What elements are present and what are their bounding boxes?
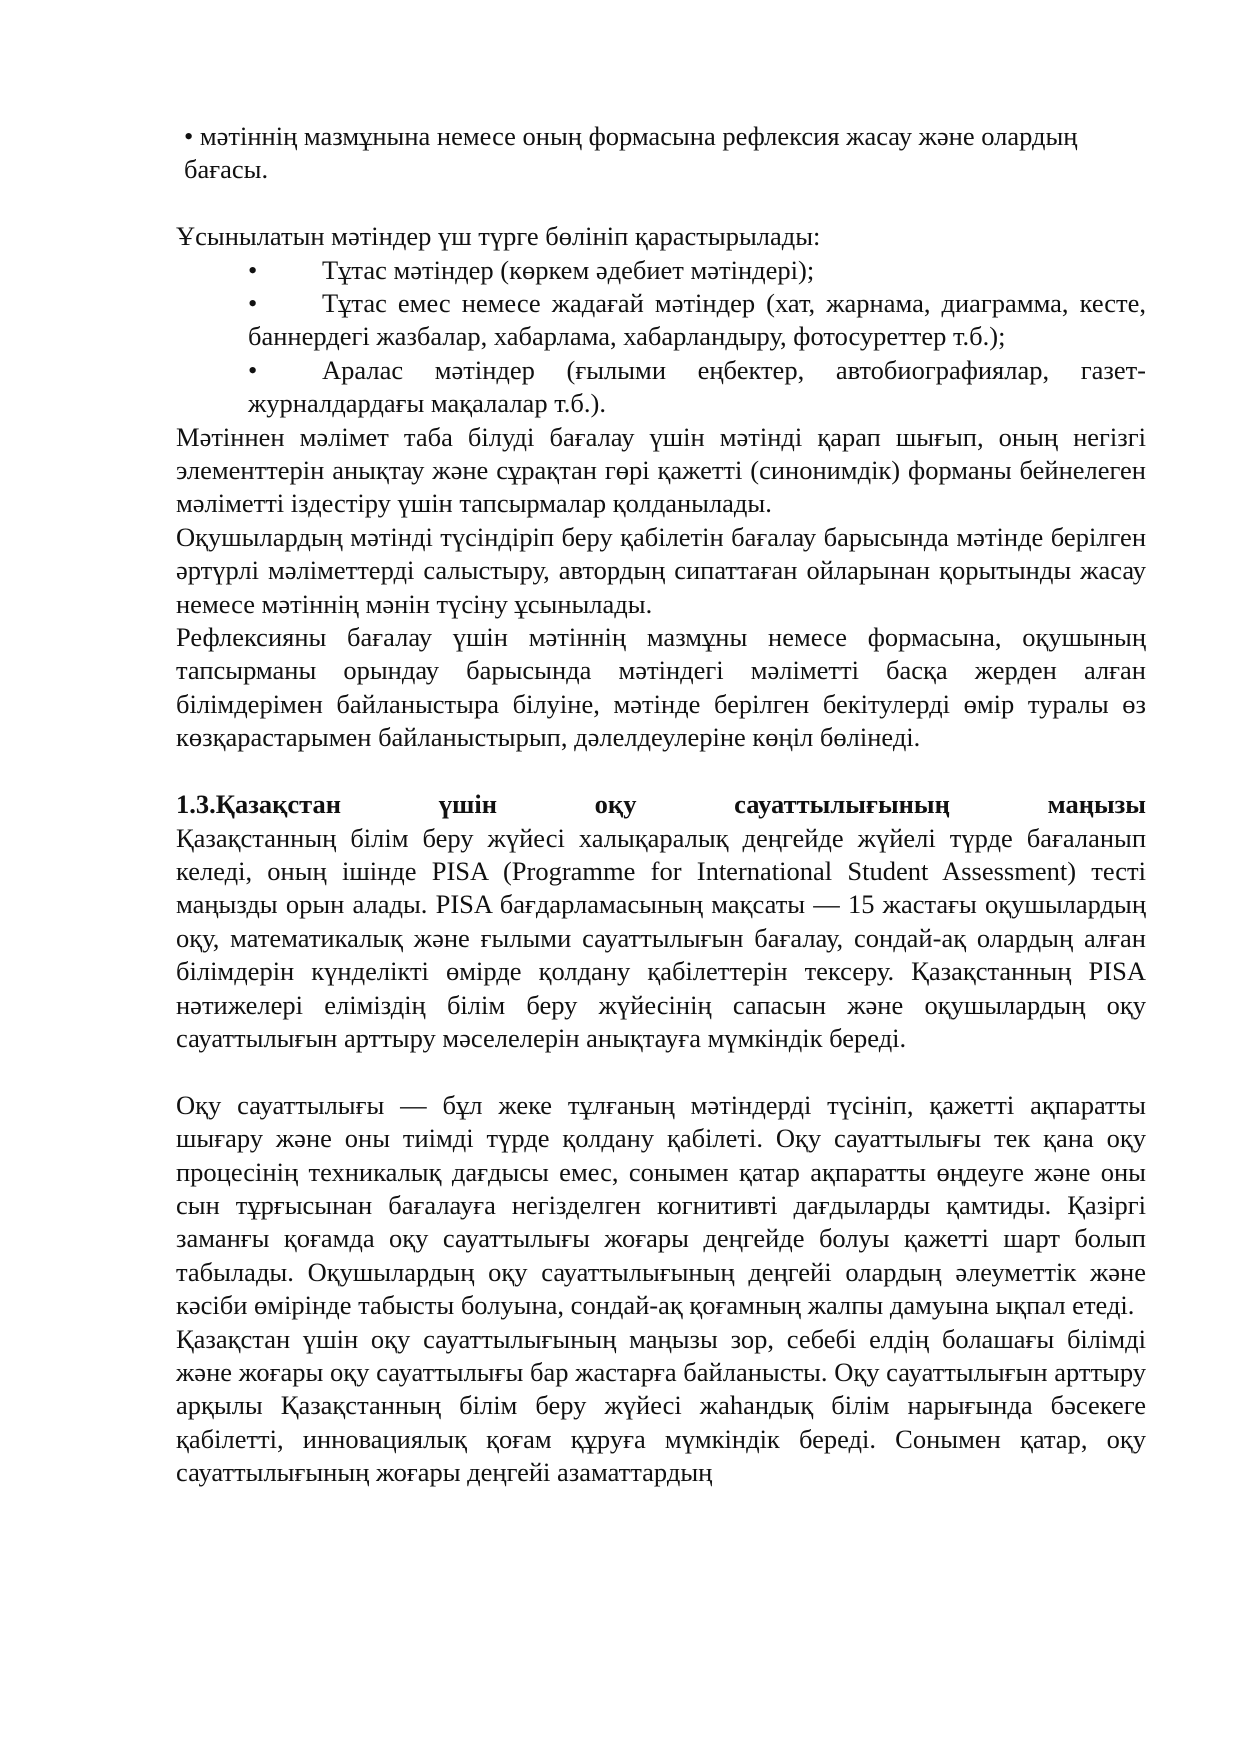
list-item-text: Тұтас емес немесе жадағай мәтіндер (хат, жарнама, диаграмма, кесте, баннердегі жазбалар, хабарлама, хабарландыру, фотосуреттер т.б.); xyxy=(248,288,1146,352)
body-paragraph: Қазақстанның білім беру жүйесі халықаралық деңгейде жүйелі түрде бағаланып келеді, оның ішінде PISA (Programme for International Student Assessment) тесті маңызды орын алады. PISA бағдарламасының мақсаты — 15 жастағы оқушылардың оқу, математикалық және ғылыми сауаттылығын бағалау, сондай-ақ олардың алған білімдерін күнделікті өмірде қолдану қабілеттерін тексеру. Қазақстанның PISA нәтижелері еліміздің білім беру жүйесінің сапасын және оқушылардың оқу сауаттылығын арттыру мәселелерін анықтауға мүмкіндік береді. xyxy=(176,822,1146,1053)
page-content xyxy=(176,120,1146,1490)
text-types-intro: Ұсынылатын мәтіндер үш түрге бөлініп қарастырылады: xyxy=(176,221,821,252)
body-paragraph: Оқу сауаттылығы — бұл жеке тұлғаның мәтіндерді түсініп, қажетті ақпаратты шығару және оны тиімді түрде қолдану қабілеті. Оқу сауаттылығы тек қана оқу процесінің техникалық дағдысы емес, сонымен қатар ақпаратты өңдеуге және оны сын тұрғысынан бағалауға негізделген когнитивті дағдыларды қамтиды. Қазіргі заманғы қоғамда оқу сауаттылығы жоғары деңгейде болуы қажетті шарт болып табылады. Оқушылардың оқу сауаттылығының деңгейі олардың әлеуметтік және кәсіби өмірінде табысты болуына, сондай-ақ қоғамның жалпы дамуына ықпал етеді. xyxy=(176,1089,1146,1321)
body-paragraph: Мәтіннен мәлімет таба білуді бағалау үшін мәтінді қарап шығып, оның негізгі элементтерін анықтау және сұрақтан гөрі қажетті (синонимдік) форманы бейнелеген мәліметті іздестіру үшін тапсырмалар қолданылады. xyxy=(176,421,1146,519)
bullet-marker: • xyxy=(248,254,258,285)
list-item-text: Аралас мәтіндер (ғылыми еңбектер, автобиографиялар, газет-журналдардағы мақалалар т.б.). xyxy=(248,354,1146,419)
text-types-list xyxy=(176,254,1146,421)
body-paragraph: Оқушылардың мәтінді түсіндіріп беру қабілетін бағалау барысында мәтінде берілген әртүрлі мәліметтерді салыстыру, автордың сипаттаған ойларынан қорытынды жасау немесе мәтіннің мәнін түсіну ұсынылады. xyxy=(176,521,1146,619)
list-item xyxy=(248,354,1146,421)
blank-line xyxy=(176,755,1146,788)
body-paragraph: Рефлексияны бағалау үшін мәтіннің мазмұны немесе формасына, оқушының тапсырманы орындау барысында мәтіндегі мәліметті басқа жерден алған білімдерімен байланыстыра білуіне, мәтінде берілген бекітулерді өмір туралы өз көзқарастарымен байланыстырып, дәлелдеулеріне көңіл бөлінеді. xyxy=(176,622,1146,753)
list-item xyxy=(248,254,1146,287)
bullet-marker: • xyxy=(248,354,258,385)
bullet-marker: • xyxy=(248,288,258,319)
blank-line xyxy=(176,1055,1146,1088)
list-item-text: Тұтас мәтіндер (көркем әдебиет мәтіндері); xyxy=(322,254,815,285)
body-paragraph: Қазақстан үшін оқу сауаттылығының маңызы зор, себебі елдің болашағы білімді және жоғары оқу сауаттылығы бар жастарға байланысты. Оқу сауаттылығын арттыру арқылы Қазақстанның білім беру жүйесі жаһандық білім нарығында бәсекеге қабілетті, инновациялық қоғам құруға мүмкіндік береді. Сонымен қатар, оқу сауаттылығының жоғары деңгейі азаматтардың xyxy=(176,1323,1146,1488)
section-heading: 1.3.Қазақстан үшін оқу сауаттылығының маңызы xyxy=(176,789,1146,820)
blank-line xyxy=(176,187,1146,220)
list-item xyxy=(248,287,1146,354)
intro-bullet-paragraph: • мәтіннің мазмұнына немесе оның формасына рефлексия жасау және олардың бағасы. xyxy=(184,121,1078,185)
